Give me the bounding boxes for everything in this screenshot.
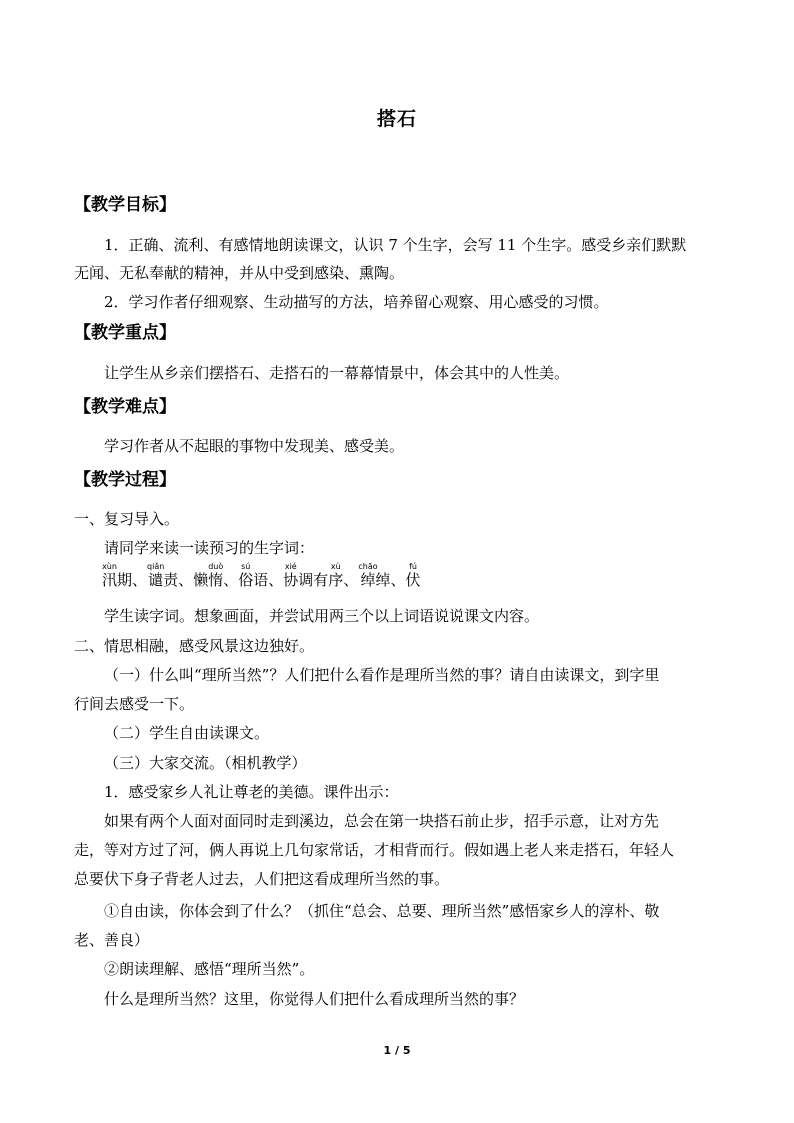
part1-prompt: 请同学来读一读预习的生字词： (104, 539, 315, 557)
key-points-heading: 【教学重点】 (74, 323, 176, 343)
quote-line-2: 走，等对方过了河，俩人再说上几句家常话，才相背而行。假如遇上老人来走搭石，年轻人 (74, 841, 675, 859)
goals-heading: 【教学目标】 (74, 195, 176, 215)
question-2: （二）学生自由读课文。 (104, 724, 270, 742)
vocab-word-6: 序xù、 (328, 562, 359, 589)
vocab-word-1: 汛xùn期、 (102, 562, 148, 589)
key-points-text: 让学生从乡亲们摆搭石、走搭石的一幕幕情景中，体会其中的人性美。 (104, 364, 570, 382)
vocab-word-8: 伏fú (405, 562, 421, 589)
document-title: 搭石 (376, 108, 417, 130)
part2-title: 二、情思相融，感受风景这边独好。 (74, 637, 315, 655)
question-1-line2: 行间去感受一下。 (74, 695, 195, 713)
process-heading: 【教学过程】 (74, 470, 176, 490)
vocab-word-4: 俗sú语、 (238, 562, 284, 589)
step-1-line2: 老、善良） (74, 931, 150, 949)
vocab-list (102, 562, 421, 598)
difficulties-heading: 【教学难点】 (74, 397, 176, 417)
vocab-word-3: 懒惰duò、 (193, 562, 239, 589)
difficulties-text: 学习作者从不起眼的事物中发现美、感受美。 (104, 437, 405, 455)
goal-item-1-line2: 无闻、无私奉献的精神，并从中受到感染、熏陶。 (74, 264, 405, 282)
step-1-line1: ①自由读，你体会到了什么？（抓住“总会、总要、理所当然”感悟家乡人的淳朴、敬 (104, 902, 660, 920)
question-3: （三）大家交流。（相机教学） (104, 754, 307, 772)
vocab-word-7: 绰chāo绰、 (358, 562, 406, 589)
quote-line-3: 总要伏下身子背老人过去，人们把这看成理所当然的事。 (74, 870, 450, 888)
page-number: 1 / 5 (383, 1044, 411, 1057)
part1-title: 一、复习导入。 (74, 510, 180, 528)
quote-line-1: 如果有两个人面对面同时走到溪边，总会在第一块搭石前止步，招手示意，让对方先 (104, 812, 660, 830)
part1-activity: 学生读字词。想象画面，并尝试用两三个以上词语说说课文内容。 (104, 607, 540, 625)
goal-item-1-line1: 1．正确、流利、有感情地朗读课文，认识 7 个生字，会写 11 个生字。感受乡亲们默默 (104, 236, 687, 254)
vocab-word-2: 谴qiǎn责、 (147, 562, 194, 589)
step-2-question: 什么是理所当然？这里，你觉得人们把什么看成理所当然的事？ (104, 990, 525, 1008)
vocab-word-5: 协xié调有 (283, 562, 329, 589)
goal-item-2: 2．学习作者仔细观察、生动描写的方法，培养留心观察、用心感受的习惯。 (104, 293, 609, 311)
step-2: ②朗读理解、感悟“理所当然”。 (104, 960, 315, 978)
question-1-line1: （一）什么叫“理所当然”？人们把什么看作是理所当然的事？请自由读课文，到字里 (104, 666, 660, 684)
item-1: 1．感受家乡人礼让尊老的美德。课件出示： (104, 783, 399, 801)
